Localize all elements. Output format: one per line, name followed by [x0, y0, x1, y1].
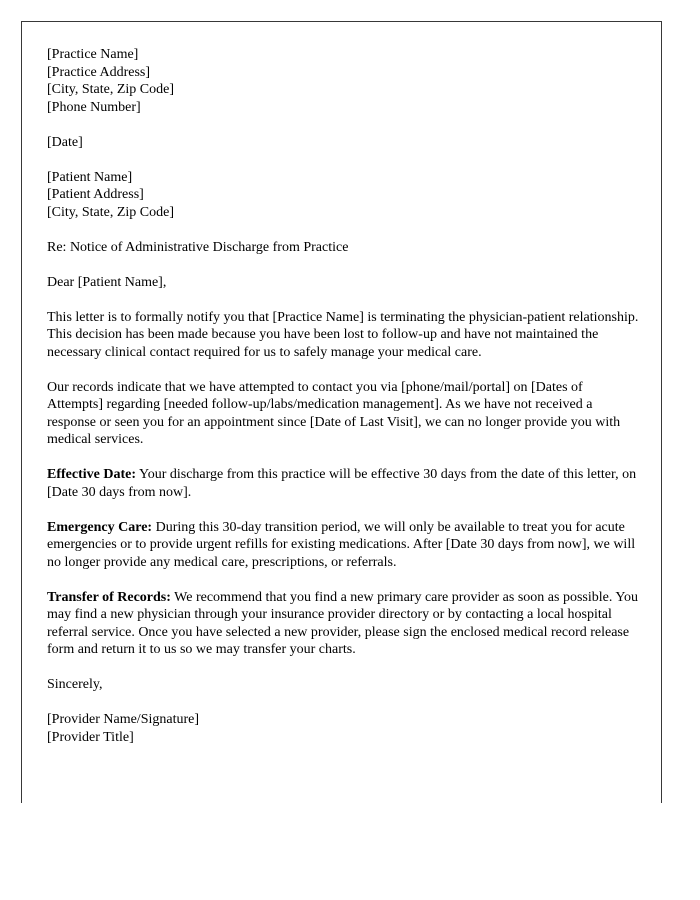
paragraph-text: During this 30-day transition period, we will only be available to treat you for acute emergencies or to provide urgent refills for existing medications. After [Date 30 days from now], we will no longer provide any medical care, prescriptions, or referrals. — [47, 519, 636, 570]
paragraph-text: This letter is to formally notify you that [Practice Name] is terminating the physician-patient relationship. This decision has been made because you have been lost to follow-up and have not maintained the necessary clinical contact required for us to safely manage your medical care. — [47, 309, 639, 360]
body-paragraph-contact-attempts — [47, 379, 641, 449]
sender-practice-name: [Practice Name] — [47, 47, 139, 62]
body-paragraph-effective-date — [47, 466, 641, 501]
recipient-patient-address: [Patient Address] — [47, 187, 144, 202]
salutation — [47, 274, 641, 292]
closing — [47, 676, 641, 694]
date-block — [47, 134, 641, 152]
paragraph-lead: Effective Date: — [47, 467, 137, 482]
recipient-city-state-zip: [City, State, Zip Code] — [47, 204, 175, 220]
recipient-patient-name: [Patient Name] — [47, 169, 133, 185]
body-paragraph-emergency-care — [47, 519, 641, 572]
letter-page — [21, 21, 662, 803]
date-line: [Date] — [47, 134, 83, 150]
sender-practice-address: [Practice Address] — [47, 64, 151, 80]
paragraph-lead: Emergency Care: — [47, 519, 153, 535]
paragraph-text: Your discharge from this practice will be effective 30 days from the date of this letter, on [Date 30 days from now]. — [47, 467, 637, 500]
sender-city-state-zip: [City, State, Zip Code] — [47, 82, 175, 97]
paragraph-lead: Transfer of Records: — [47, 589, 171, 605]
recipient-address-block — [47, 169, 641, 222]
closing-text: Sincerely, — [47, 677, 103, 692]
paragraph-text: Our records indicate that we have attempted to contact you via [phone/mail/portal] on [Dates of Attempts] regarding [needed follow-up/labs/medication management]. As we have not received a response or seen you for an appointment since [Date of Last Visit], we can no longer provide you with medical services. — [47, 379, 621, 447]
subject-line — [47, 239, 641, 257]
body-paragraph-termination-notice — [47, 309, 641, 362]
signature-block — [47, 711, 641, 746]
body-paragraph-transfer-of-records — [47, 589, 641, 659]
salutation-text: Dear [Patient Name], — [47, 274, 167, 290]
subject-text: Re: Notice of Administrative Discharge from Practice — [47, 239, 349, 255]
paragraph-text: We recommend that you find a new primary care provider as soon as possible. You may find a new physician through your insurance provider directory or by contacting a local hospital referral service. Once you have selected a new provider, please sign the enclosed medical record release form and return it to us so we may transfer your charts. — [47, 589, 639, 657]
sender-address-block — [47, 46, 641, 116]
signature-provider-title: [Provider Title] — [47, 729, 134, 745]
sender-phone-number: [Phone Number] — [47, 99, 141, 115]
signature-provider-name: [Provider Name/Signature] — [47, 712, 200, 727]
